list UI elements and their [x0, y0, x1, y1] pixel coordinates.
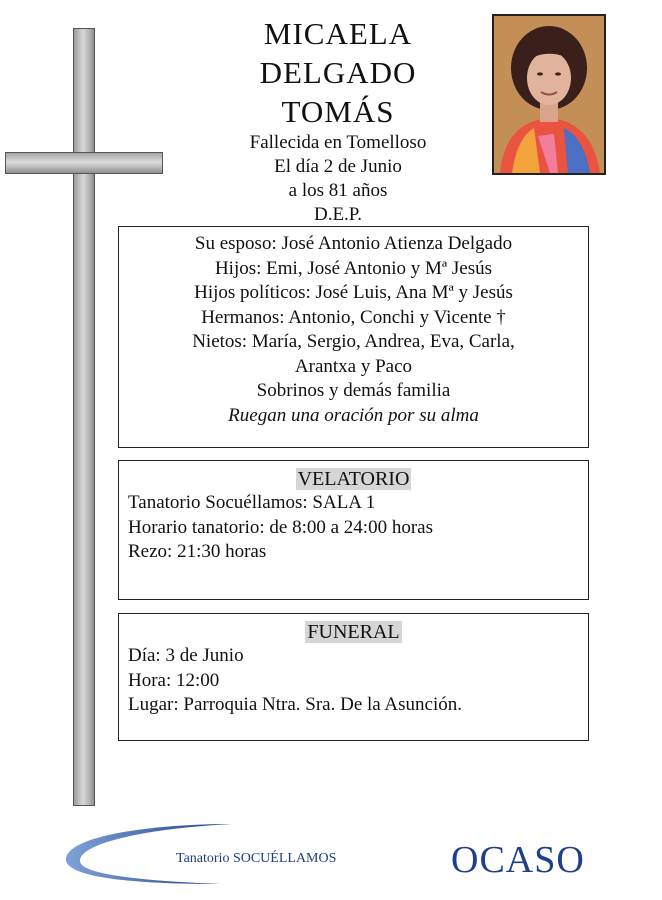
- funeral-time: Hora: 12:00: [128, 669, 220, 691]
- velatorio-prayer-time: Rezo: 21:30 horas: [128, 541, 267, 562]
- family-line-siblings: Hermanos: Antonio, Conchi y Vicente †: [201, 306, 506, 328]
- family-line-spouse: Su esposo: José Antonio Atienza Delgado: [194, 233, 513, 254]
- dep-text: D.E.P.: [313, 204, 363, 225]
- velatorio-box: [118, 460, 589, 600]
- ocaso-logo: OCASO: [451, 839, 585, 881]
- funeral-title-text: FUNERAL: [307, 621, 400, 643]
- velatorio-title: [128, 467, 579, 491]
- death-date: El día 2 de Junio: [274, 156, 402, 177]
- family-line-grandchildren: Nietos: María, Sergio, Andrea, Eva, Carla,: [192, 331, 515, 352]
- family-box: [118, 226, 589, 448]
- deceased-first-name: MICAELA: [263, 16, 413, 51]
- cross-vertical-bar: [73, 28, 95, 806]
- funeral-place: Lugar: Parroquia Ntra. Sra. De la Asunción.: [128, 694, 462, 715]
- family-line-grandchildren-cont: Arantxa y Paco: [294, 355, 413, 377]
- family-line-nephews: Sobrinos y demás familia: [256, 380, 451, 401]
- funeral-title: [128, 620, 579, 644]
- family-line-in-laws: Hijos políticos: José Luis, Ana Mª y Jesús: [194, 282, 513, 303]
- deceased-last-name: DELGADO TOMÁS: [259, 55, 417, 129]
- velatorio-room: Tanatorio Socuéllamos: SALA 1: [128, 492, 376, 513]
- family-prayer-request: Ruegan una oración por su alma: [228, 404, 479, 426]
- funeral-box: [118, 613, 589, 741]
- velatorio-hours: Horario tanatorio: de 8:00 a 24:00 horas: [128, 516, 433, 538]
- cross-horizontal-bar: [5, 152, 163, 174]
- age: a los 81 años: [288, 180, 388, 201]
- family-line-children: Hijos: Emi, José Antonio y Mª Jesús: [214, 257, 493, 279]
- funeral-day: Día: 3 de Junio: [128, 645, 244, 666]
- death-place: Fallecida en Tomelloso: [249, 132, 427, 153]
- deceased-portrait: [492, 14, 606, 175]
- obituary-header: [200, 14, 476, 227]
- velatorio-title-text: VELATORIO: [297, 468, 410, 490]
- tanatorio-logo-text: Tanatorio SOCUÉLLAMOS: [176, 851, 337, 866]
